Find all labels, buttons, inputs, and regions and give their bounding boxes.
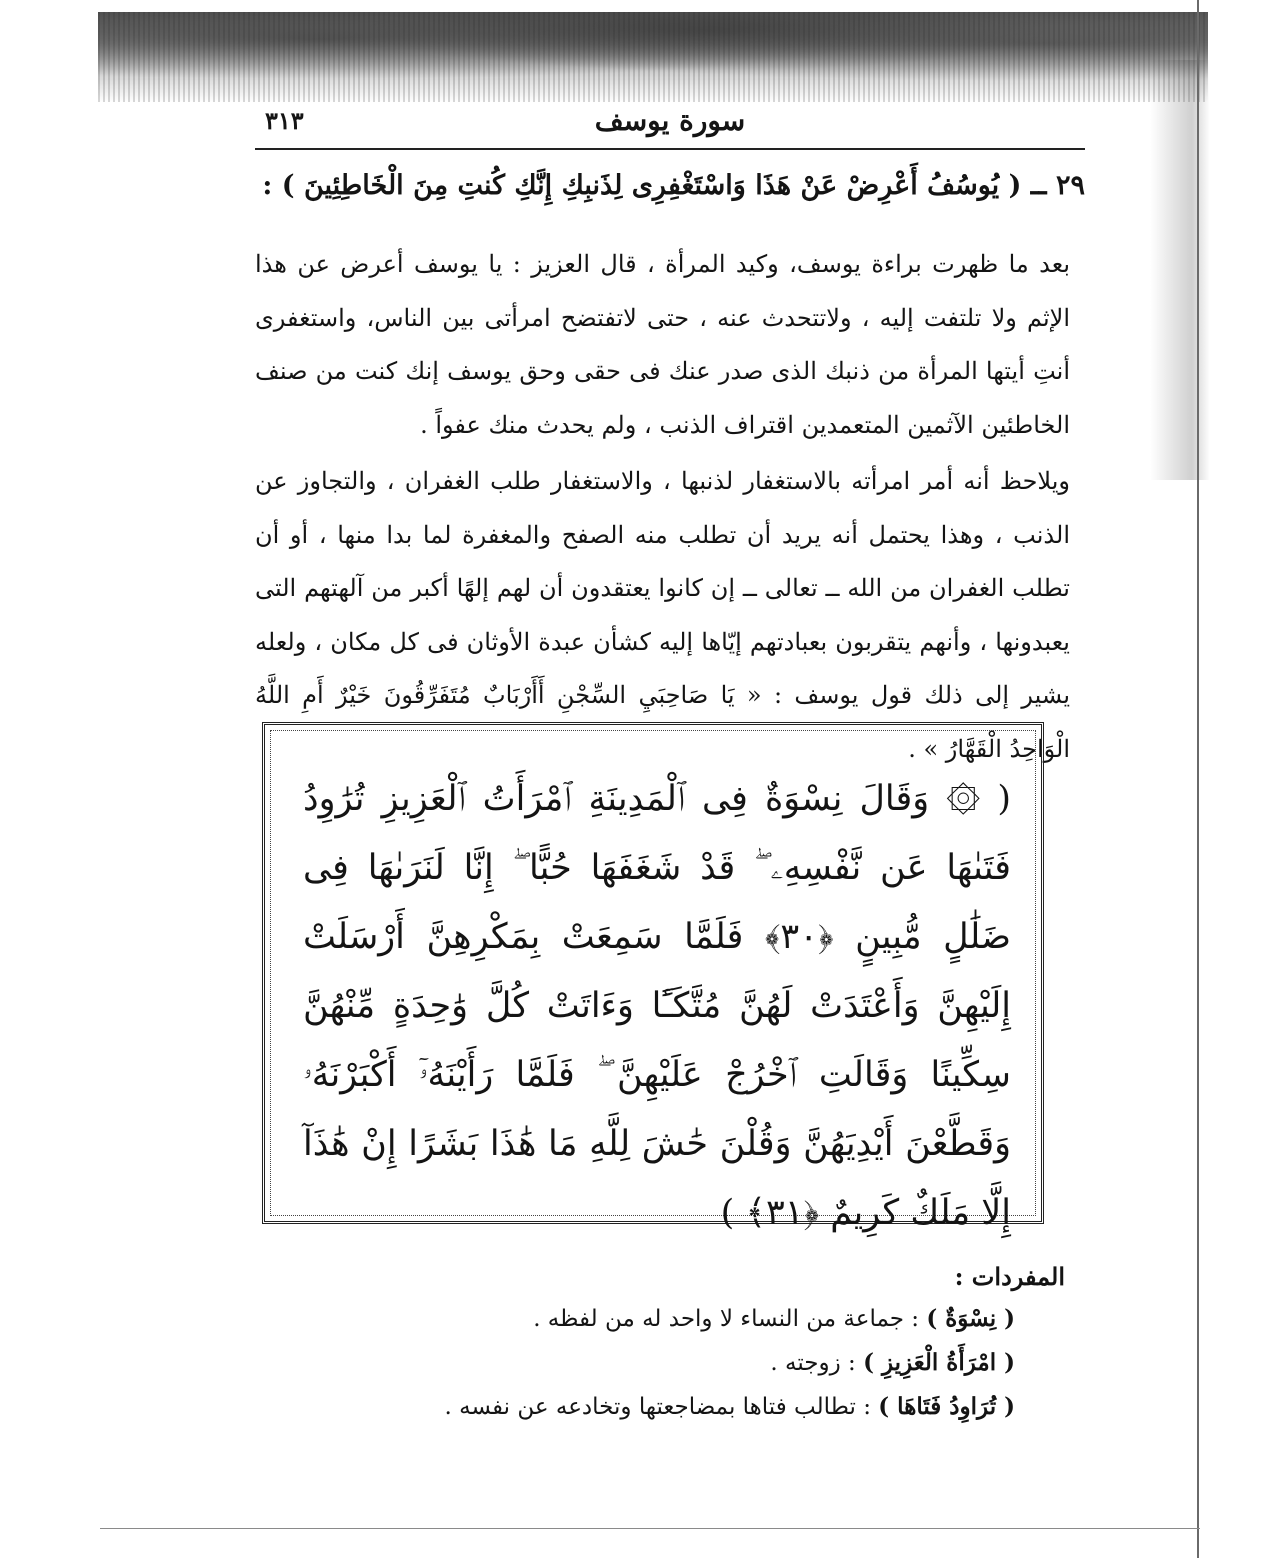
vocabulary-term: ( امْرَأَةُ الْعَزِيزِ ) xyxy=(863,1349,1015,1376)
commentary-paragraph: ويلاحظ أنه أمر امرأته بالاستغفار لذنبها ، والاستغفار طلب الغفران ، والتجاوز عن الذنب ، وهذا يحتمل أنه يريد أن تطلب منه الصفح والمغفرة لما بدا منها ، أو أن تطلب الغفران من الله ــ تعالى ــ إن كانوا يعتقدون أن لهم إلهًا أكبر من آلهتهم التى يعبدونها ، وأنهم يتقربون بعبادتهم إيّاها إليه كشأن عبدة الأوثان فى كل مكان ، ولعله يشير إلى ذلك قول يوسف : « يَا صَاحِبَيِ السِّجْنِ أَأَرْبَابٌ مُتَفَرِّقُونَ خَيْرٌ أَمِ اللَّهُ الْوَاحِدُ الْقَهَّارُ » . xyxy=(255,467,1070,763)
vocabulary-term: ( نِسْوَةٌ ) xyxy=(926,1305,1015,1332)
quran-passage-text: ( ۞ وَقَالَ نِسْوَةٌ فِى ٱلْمَدِينَةِ ٱمْرَأَتُ ٱلْعَزِيزِ تُرَٰوِدُ فَتَىٰهَا عَن نَّفْسِهِۦ ۖ قَدْ شَغَفَهَا حُبًّا ۖ إِنَّا لَنَرَىٰهَا فِى ضَلَٰلٍ مُّبِينٍ ﴿٣٠﴾ فَلَمَّا سَمِعَتْ بِمَكْرِهِنَّ أَرْسَلَتْ إِلَيْهِنَّ وَأَعْتَدَتْ لَهُنَّ مُتَّكَـًٔا وَءَاتَتْ كُلَّ وَٰحِدَةٍ مِّنْهُنَّ سِكِّينًا وَقَالَتِ ٱخْرُجْ عَلَيْهِنَّ ۖ فَلَمَّا رَأَيْنَهُۥٓ أَكْبَرْنَهُۥ وَقَطَّعْنَ أَيْدِيَهُنَّ وَقُلْنَ حَٰشَ لِلَّهِ مَا هَٰذَا بَشَرًا إِنْ هَٰذَآ إِلَّا مَلَكٌ كَرِيمٌ ﴿٣١﴾ ) xyxy=(303,779,1011,1233)
vocabulary-list xyxy=(300,1305,1015,1437)
scan-noise-top xyxy=(98,12,1208,102)
vocabulary-item xyxy=(300,1349,1015,1393)
page-edge-line xyxy=(1197,0,1199,1558)
commentary-paragraph: بعد ما ظهرت براءة يوسف، وكيد المرأة ، قال العزيز : يا يوسف أعرض عن هذا الإثم ولا تلتفت إليه ، ولاتتحدث عنه ، حتى لاتفتضح امرأتى بين الناس، واستغفرى أنتِ أيتها المرأة من ذنبك الذى صدر عنك فى حقى وحق يوسف إنك كنت من صنف الخاطئين الآثمين المتعمدين اقتراف الذنب ، ولم يحدث منك عفواً . xyxy=(255,250,1070,439)
verse-heading: ٢٩ ــ ( يُوسُفُ أَعْرِضْ عَنْ هَذَا وَاسْتَغْفِرِى لِذَنبِكِ إِنَّكِ كُنتِ مِنَ الْخَاطِئِينَ ) : xyxy=(262,170,1085,201)
page-bottom-rule xyxy=(100,1528,1200,1529)
page-number: ٣١٣ xyxy=(265,106,304,135)
scan-noise-right xyxy=(1150,60,1210,480)
page-header xyxy=(255,96,1085,150)
vocabulary-term: ( تُرَاوِدُ فَتَاهَا ) xyxy=(878,1393,1015,1420)
vocabulary-definition: : زوجته . xyxy=(770,1350,864,1376)
vocabulary-definition: : تطالب فتاها بمضاجعتها وتخادعه عن نفسه . xyxy=(444,1394,879,1420)
vocabulary-definition: : جماعة من النساء لا واحد له من لفظه . xyxy=(533,1306,927,1332)
vocabulary-item xyxy=(300,1393,1015,1437)
surah-title: سورة يوسف xyxy=(594,104,746,137)
quran-passage-frame xyxy=(262,722,1044,1233)
vocabulary-heading: المفردات : xyxy=(954,1262,1065,1291)
vocabulary-item xyxy=(300,1305,1015,1349)
